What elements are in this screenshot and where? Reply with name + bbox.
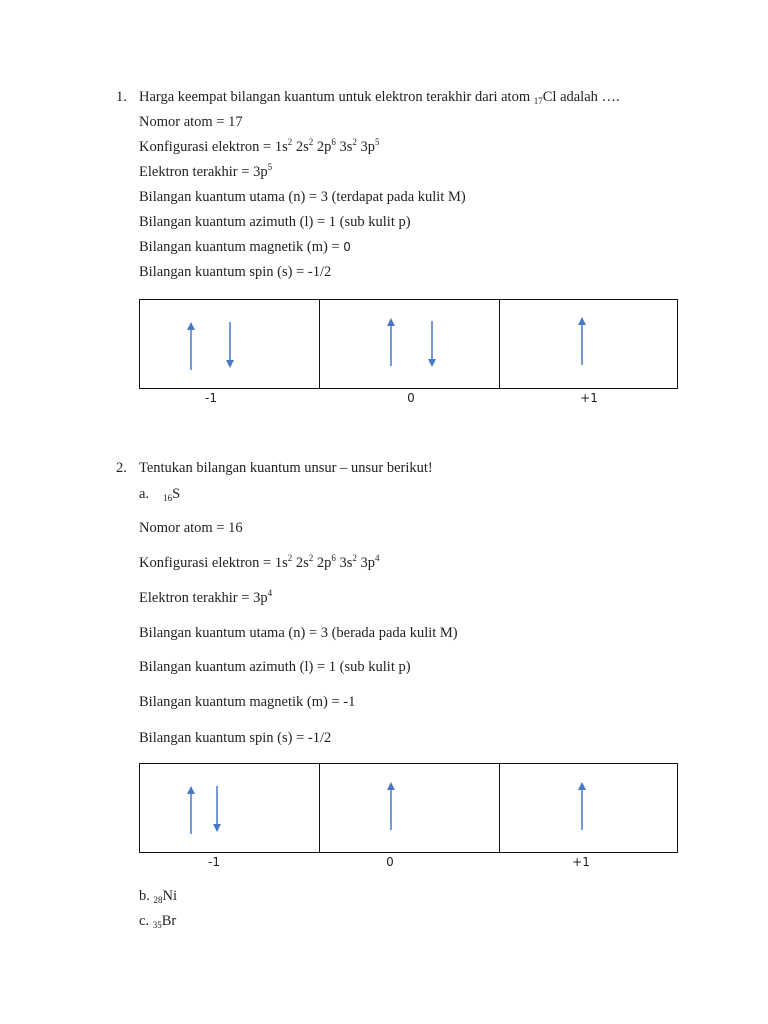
spin-up-arrow [386,318,396,366]
spin-up-arrow [577,317,587,365]
orbital-box [499,764,680,852]
q2-last-electron [139,589,272,607]
spin-down-arrow [212,786,222,832]
q2-l: Bilangan kuantum azimuth (l) = 1 (sub kulit p) [139,659,411,675]
q1-last-label: Elektron terakhir = [139,164,254,180]
q1-atomic-number: Nomor atom = 17 [139,114,243,130]
q2-s: Bilangan kuantum spin (s) = -1/2 [139,730,332,746]
q1-atom-number: 17 [533,96,543,106]
q1-config-term: 1s [274,139,288,155]
q1-n: Bilangan kuantum utama (n) = 3 (terdapat pada kulit M) [139,189,466,205]
q1-config-sup: 2 [287,137,293,147]
q2-config-label: Konfigurasi elektron = [139,555,275,571]
q2-item-a [139,485,180,503]
q1-config-term: 2p [316,139,332,155]
orbital-box [140,764,319,852]
q2-number: 2. [116,460,127,476]
q1-m-value: 0 [343,240,351,254]
q1-config-term: 3p [360,139,376,155]
q2-a-atom-number: 16 [163,493,173,503]
q2-config-term: 2p [316,555,332,571]
spin-down-arrow [225,322,235,368]
q1-question-post: adalah …. [556,89,620,105]
q2-last-term: 3p [253,590,268,606]
orbital-m-label: -1 [208,855,220,869]
q2-config-sup: 4 [375,553,380,563]
q1-l: Bilangan kuantum azimuth (l) = 1 (sub kulit p) [139,214,411,230]
q1-config-term: 3s [339,139,353,155]
q1-last-sup: 5 [267,162,273,172]
q1-atom-symbol: Cl [542,89,557,105]
q2-b-atom-symbol: Ni [162,888,177,904]
q1-m-label: Bilangan kuantum magnetik (m) = [139,239,344,255]
q1-config [139,138,380,156]
spin-up-arrow [186,322,196,370]
q1-config-label: Konfigurasi elektron = [139,139,275,155]
q1-config-sup: 6 [331,137,336,147]
q2-b-label: b. [139,888,154,904]
spin-up-arrow [577,782,587,830]
q2-config-sup: 2 [287,553,293,563]
q2-config-term: 3s [339,555,353,571]
orbital-box [499,300,680,388]
spin-down-arrow [427,321,437,367]
orbital-m-label: +1 [580,391,598,405]
q2-n: Bilangan kuantum utama (n) = 3 (berada pada kulit M) [139,625,458,641]
q1-config-term: 2s [295,139,309,155]
orbital-m-label: -1 [205,391,217,405]
q1-s: Bilangan kuantum spin (s) = -1/2 [139,264,332,280]
q2-b-atom-number: 28 [153,895,163,905]
q2-m: Bilangan kuantum magnetik (m) = -1 [139,694,356,710]
q1-config-sup: 5 [375,137,380,147]
q2-item-b [139,887,177,905]
q1-last-term: 3p [253,164,268,180]
q2-last-sup: 4 [267,588,273,598]
q2-c-label: c. [139,913,153,929]
spin-up-arrow [386,782,396,830]
q2-c-atom-symbol: Br [161,913,177,929]
q1-m [139,238,351,256]
q2-c-atom-number: 35 [152,920,162,930]
q1-question [139,88,620,106]
q2-item-c [139,912,176,930]
q2-config-term: 3p [360,555,376,571]
q2-atomic-number: Nomor atom = 16 [139,520,243,536]
orbital-m-label: 0 [407,391,415,405]
q2-config-term: 1s [274,555,288,571]
q1-question-pre: Harga keempat bilangan kuantum untuk elektron terakhir dari atom [139,89,534,105]
q2-config-sup: 6 [331,553,336,563]
q2-config-sup: 2 [308,553,314,563]
q2-last-label: Elektron terakhir = [139,590,254,606]
orbital-box [319,300,500,388]
q1-config-sup: 2 [352,137,357,147]
q2-config-term: 2s [295,555,309,571]
spin-up-arrow [186,786,196,834]
q2-question: Tentukan bilangan kuantum unsur – unsur berikut! [139,460,433,476]
q2-a-atom-symbol: S [172,486,181,502]
q2-a-label: a. [139,486,150,502]
q1-config-sup: 2 [308,137,314,147]
orbital-m-label: 0 [386,855,394,869]
q2-config-sup: 2 [352,553,357,563]
q1-last-electron [139,163,272,181]
orbital-m-label: +1 [572,855,590,869]
q1-number: 1. [116,89,127,105]
q1-orbital-diagram [139,299,678,389]
q2-config [139,554,380,572]
orbital-box [319,764,500,852]
